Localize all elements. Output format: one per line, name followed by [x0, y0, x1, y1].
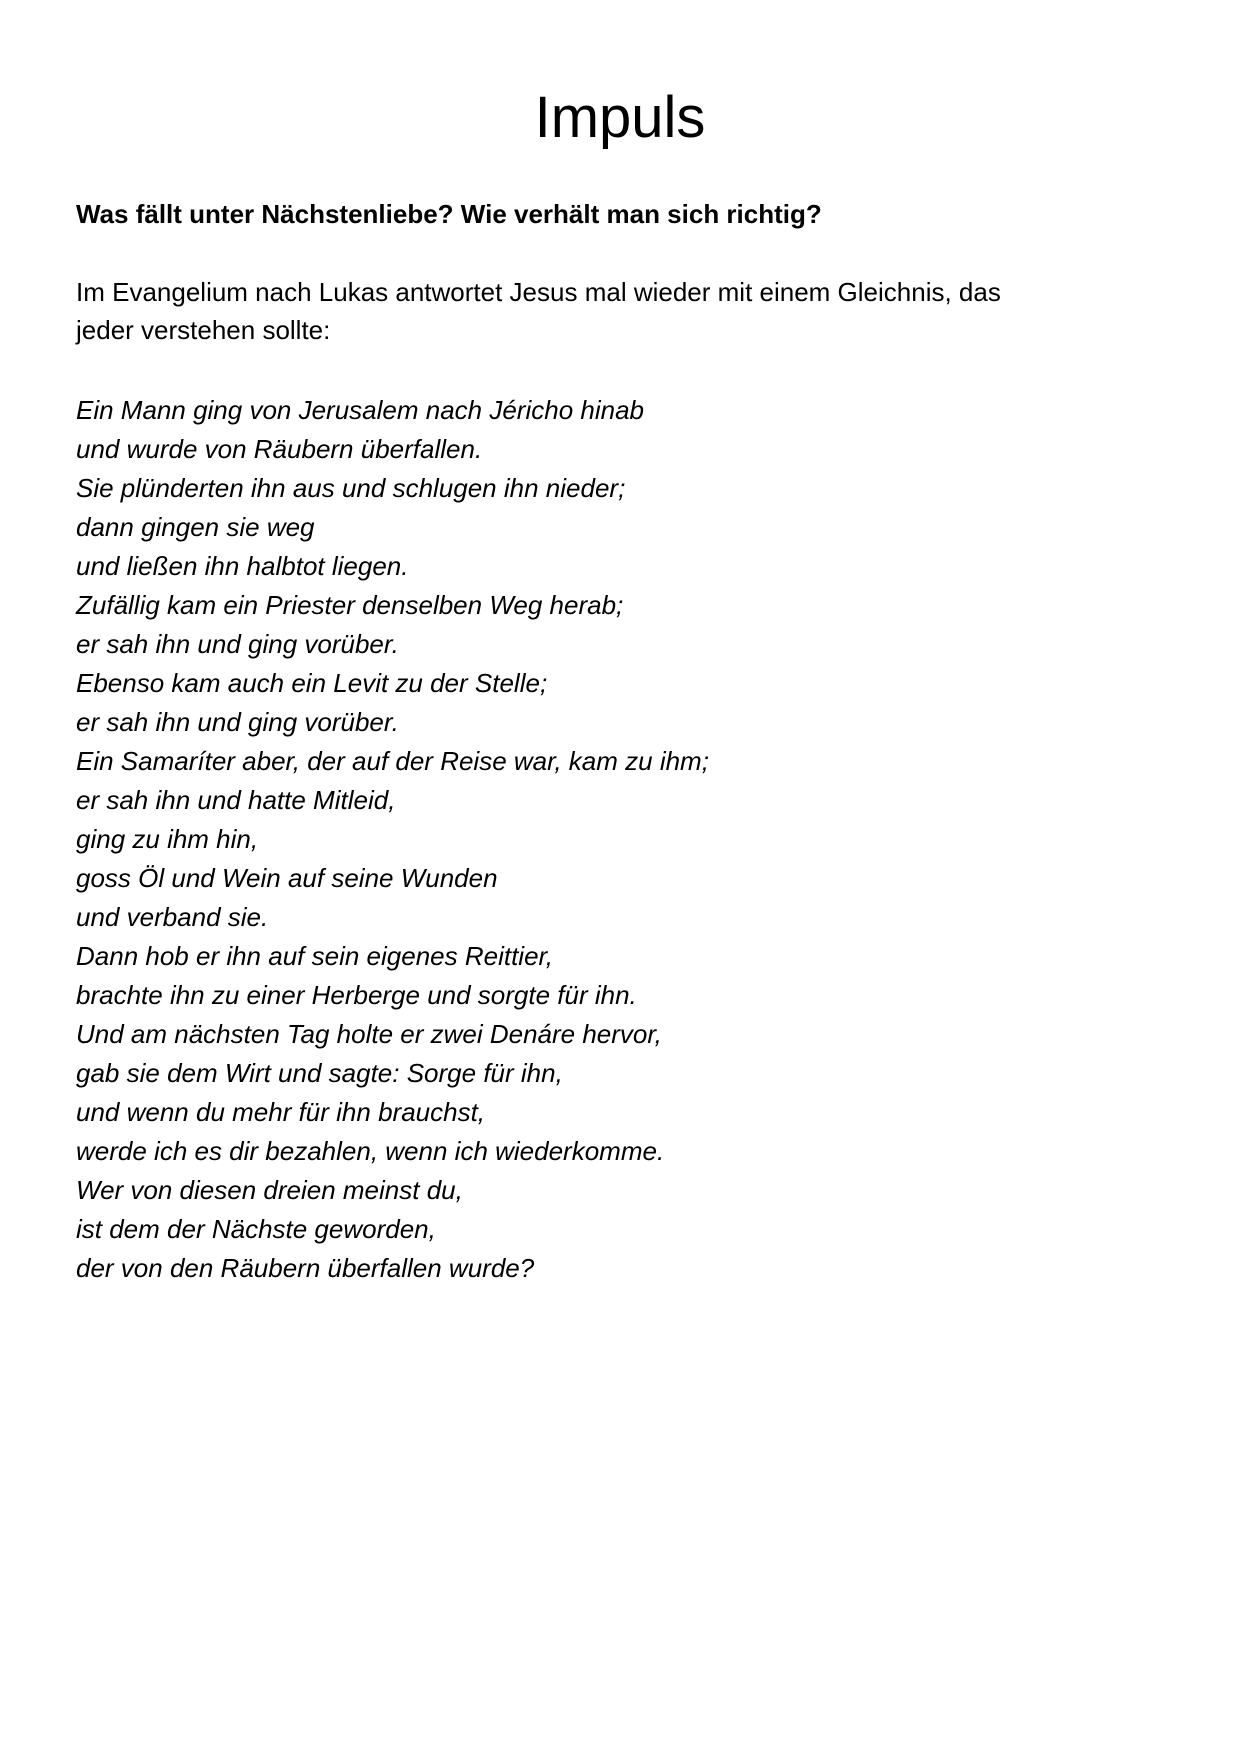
guiding-question: Was fällt unter Nächstenliebe? Wie verhält man sich richtig? — [76, 199, 822, 229]
parable-line: dann gingen sie weg — [76, 512, 315, 542]
parable-line: und ließen ihn halbtot liegen. — [76, 551, 409, 581]
parable-line: ging zu ihm hin, — [76, 824, 259, 854]
page-title: Impuls — [534, 85, 706, 150]
parable-line: Zufällig kam ein Priester denselben Weg herab; — [76, 590, 624, 620]
intro-line: Im Evangelium nach Lukas antwortet Jesus mal wieder mit einem Gleichnis, das — [76, 277, 1001, 307]
parable-line: ist dem der Nächste geworden, — [76, 1214, 436, 1244]
parable-text — [76, 391, 709, 1288]
parable-line: er sah ihn und hatte Mitleid, — [76, 785, 396, 815]
parable-line: Sie plünderten ihn aus und schlugen ihn nieder; — [76, 473, 626, 503]
parable-line: werde ich es dir bezahlen, wenn ich wiederkomme. — [76, 1136, 665, 1166]
parable-line: und verband sie. — [76, 902, 269, 932]
parable-line: goss Öl und Wein auf seine Wunden — [76, 863, 498, 893]
intro-line: jeder verstehen sollte: — [76, 315, 331, 345]
parable-line: Ein Mann ging von Jerusalem nach Jéricho hinab — [76, 395, 645, 425]
parable-line: und wenn du mehr für ihn brauchst, — [76, 1097, 486, 1127]
parable-line: gab sie dem Wirt und sagte: Sorge für ihn, — [76, 1058, 563, 1088]
parable-line: Und am nächsten Tag holte er zwei Denáre hervor, — [76, 1019, 662, 1049]
parable-line: er sah ihn und ging vorüber. — [76, 707, 399, 737]
intro-paragraph — [76, 273, 1156, 349]
parable-line: Wer von diesen dreien meinst du, — [76, 1175, 463, 1205]
parable-line: er sah ihn und ging vorüber. — [76, 629, 399, 659]
parable-line: Ebenso kam auch ein Levit zu der Stelle; — [76, 668, 548, 698]
parable-line: Ein Samaríter aber, der auf der Reise war, kam zu ihm; — [76, 746, 709, 776]
parable-line: der von den Räubern überfallen wurde? — [76, 1253, 535, 1283]
parable-line: brachte ihn zu einer Herberge und sorgte für ihn. — [76, 980, 637, 1010]
parable-line: Dann hob er ihn auf sein eigenes Reittier, — [76, 941, 553, 971]
parable-line: und wurde von Räubern überfallen. — [76, 434, 483, 464]
